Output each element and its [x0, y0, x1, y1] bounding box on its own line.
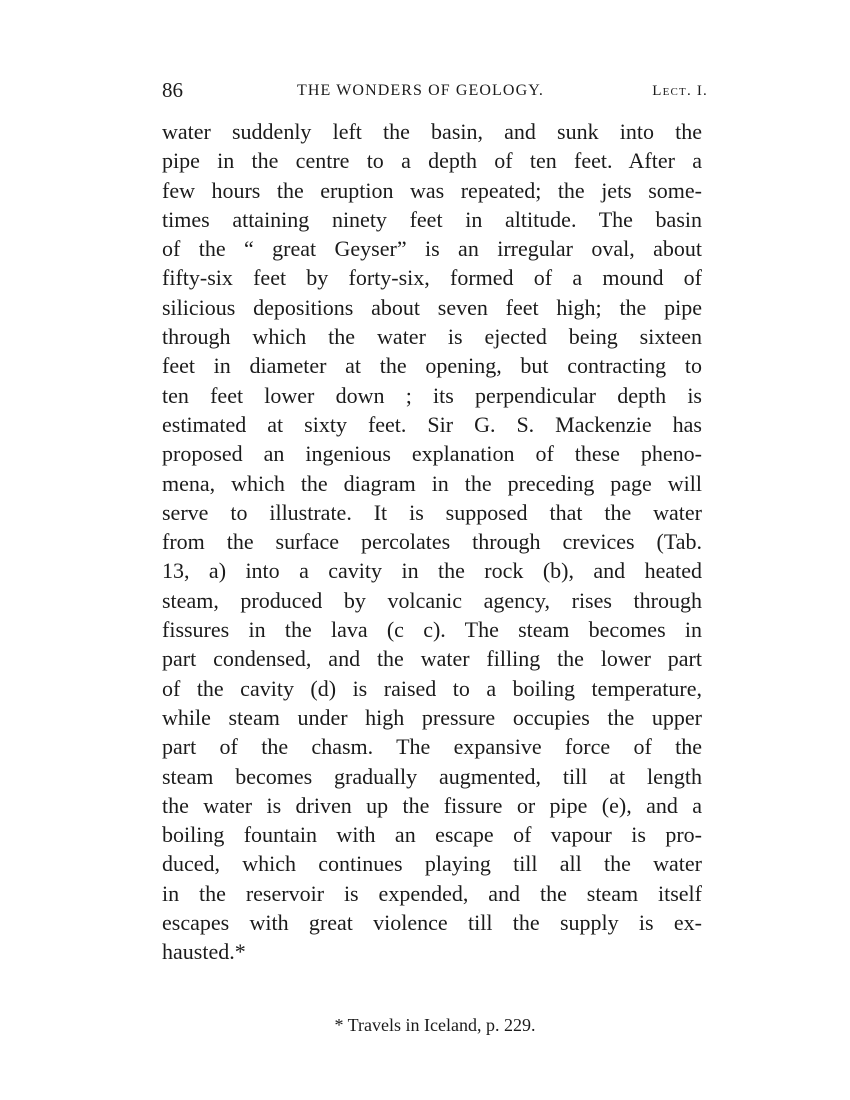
text-line: from the surface percolates through crevices (Tab. — [162, 529, 702, 555]
text-line: duced, which continues playing till all the water — [162, 851, 702, 877]
text-line: pipe in the centre to a depth of ten feet. After a — [162, 148, 702, 174]
text-line: steam becomes gradually augmented, till at length — [162, 763, 702, 789]
text-line: of the “ great Geyser” is an irregular oval, about — [162, 236, 702, 262]
text-line: fissures in the lava (c c). The steam becomes in — [162, 617, 702, 643]
book-title: THE WONDERS OF GEOLOGY. — [297, 82, 544, 99]
text-line: 13, a) into a cavity in the rock (b), and heated — [162, 558, 702, 584]
text-line: through which the water is ejected being sixteen — [162, 324, 702, 350]
text-line: feet in diameter at the opening, but contracting to — [162, 353, 702, 379]
page-number: 86 — [162, 78, 183, 102]
text-line: in the reservoir is expended, and the steam itself — [162, 880, 702, 906]
body-text — [162, 117, 702, 967]
text-line: boiling fountain with an escape of vapour is pro- — [162, 822, 702, 848]
running-head — [162, 78, 708, 106]
text-line: part of the chasm. The expansive force of the — [162, 734, 702, 760]
text-line: mena, which the diagram in the preceding page will — [162, 470, 702, 496]
text-line: part condensed, and the water filling the lower part — [162, 646, 702, 672]
text-line: of the cavity (d) is raised to a boiling temperature, — [162, 675, 702, 701]
text-line: while steam under high pressure occupies the upper — [162, 704, 702, 730]
lecture-label: Lect. I. — [652, 83, 708, 99]
text-line: silicious depositions about seven feet high; the pipe — [162, 294, 702, 320]
text-line: times attaining ninety feet in altitude. The basin — [162, 206, 702, 232]
text-line: few hours the eruption was repeated; the jets some- — [162, 177, 702, 203]
text-line: water suddenly left the basin, and sunk into the — [162, 119, 702, 144]
text-line: steam, produced by volcanic agency, rises through — [162, 587, 702, 613]
text-line: ten feet lower down ; its perpendicular depth is — [162, 382, 702, 408]
text-line: hausted.* — [162, 939, 246, 965]
text-line: the water is driven up the fissure or pipe (e), and a — [162, 792, 702, 818]
text-line: escapes with great violence till the supply is ex- — [162, 910, 702, 936]
text-line: proposed an ingenious explanation of these pheno- — [162, 441, 702, 467]
text-line: estimated at sixty feet. Sir G. S. Mackenzie has — [162, 411, 702, 437]
text-line: serve to illustrate. It is supposed that the water — [162, 499, 702, 525]
text-line: fifty-six feet by forty-six, formed of a mound of — [162, 265, 702, 291]
footnote: * Travels in Iceland, p. 229. — [334, 1015, 536, 1035]
